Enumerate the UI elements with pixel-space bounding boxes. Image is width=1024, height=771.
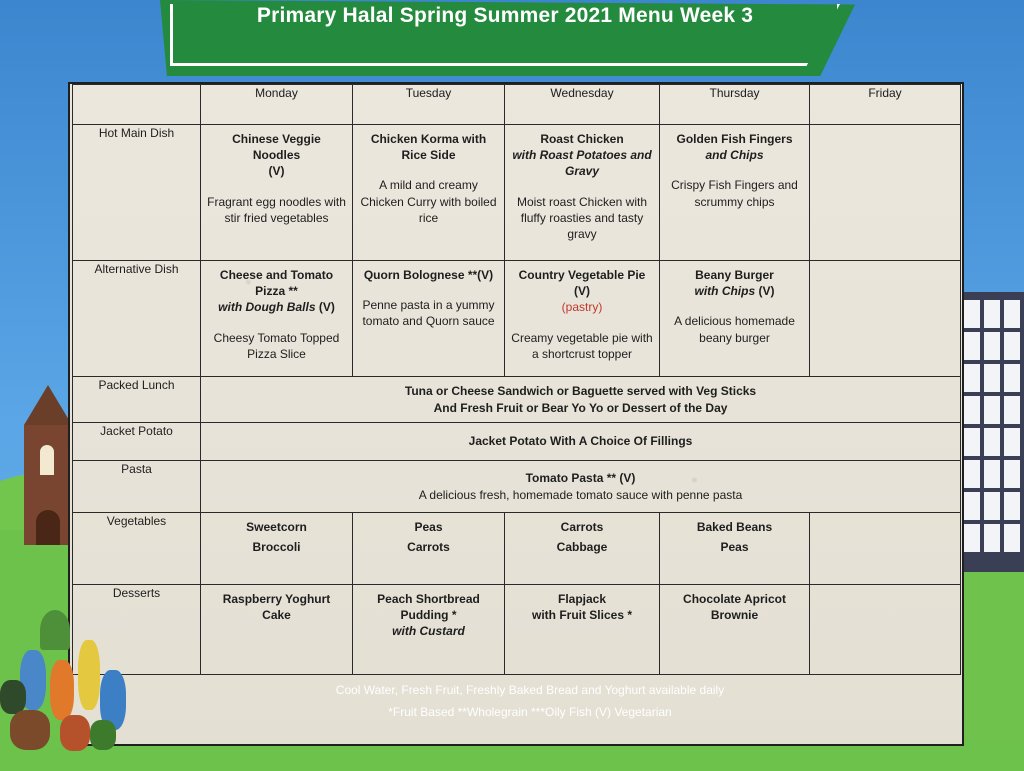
dessert-name: Chocolate Apricot Brownie (683, 592, 786, 623)
day-header-thursday: Thursday (660, 85, 810, 125)
alternative-tuesday (353, 261, 505, 377)
dish-sub: and Chips (705, 148, 764, 163)
jacket-potato-text: Jacket Potato With A Choice Of Fillings (468, 434, 693, 449)
vegetables-friday (810, 513, 961, 585)
desserts-tuesday (353, 585, 505, 675)
dish-description: Cheesy Tomato Topped Pizza Slice (213, 330, 340, 361)
hot-main-monday (201, 125, 353, 261)
alternative-friday (810, 261, 961, 377)
dish-name: Country Vegetable Pie (518, 268, 646, 282)
packed-lunch-cell (201, 377, 961, 423)
vegetable-item: Broccoli (252, 540, 301, 555)
dessert-line2: with Fruit Slices * (531, 608, 633, 623)
menu-footer (200, 680, 860, 723)
church-illustration (24, 385, 72, 545)
dish-name: Quorn Bolognese **(V) (363, 268, 494, 282)
dish-tag: (V) (318, 300, 335, 315)
dish-description: Fragrant egg noodles with stir fried vegetables (207, 194, 346, 225)
dessert-name: Peach Shortbread Pudding * (377, 592, 480, 623)
corner-cell (73, 85, 201, 125)
menu-table (72, 84, 961, 675)
dish-description: A delicious homemade beany burger (674, 314, 795, 345)
dish-name: Golden Fish Fingers (676, 132, 793, 146)
row-label-hot-main: Hot Main Dish (73, 125, 201, 261)
packed-lunch-line1: Tuna or Cheese Sandwich or Baguette served with Veg Sticks (404, 384, 757, 399)
alternative-wednesday (505, 261, 660, 377)
pasta-description: A delicious fresh, homemade tomato sauce with penne pasta (418, 487, 743, 502)
dessert-sub: with Custard (392, 624, 465, 639)
dish-description: Penne pasta in a yummy tomato and Quorn sauce (362, 298, 495, 329)
building-illustration (960, 292, 1024, 572)
dish-name: Beany Burger (695, 268, 774, 282)
dish-description: Moist roast Chicken with fluffy roasties and tasty gravy (516, 194, 648, 241)
desserts-monday (201, 585, 353, 675)
dessert-name: Raspberry Yoghurt Cake (222, 592, 331, 623)
vegetables-monday (201, 513, 353, 585)
day-header-monday: Monday (201, 85, 353, 125)
dish-name: Chicken Korma with Rice Side (370, 132, 487, 163)
row-label-pasta: Pasta (73, 461, 201, 513)
alternative-thursday (660, 261, 810, 377)
day-header-wednesday: Wednesday (505, 85, 660, 125)
row-label-vegetables: Vegetables (73, 513, 201, 585)
dish-name: Chinese Veggie Noodles (232, 132, 321, 163)
vegetable-item: Peas (414, 520, 443, 534)
menu-title: Primary Halal Spring Summer 2021 Menu Week 3 (256, 4, 754, 27)
jacket-potato-cell (201, 423, 961, 461)
row-label-alternative: Alternative Dish (73, 261, 201, 377)
pasta-cell (201, 461, 961, 513)
vegetables-wednesday (505, 513, 660, 585)
desserts-wednesday (505, 585, 660, 675)
vegetables-thursday (660, 513, 810, 585)
dish-sub: with Dough Balls (218, 300, 316, 315)
footer-daily-items: Cool Water, Fresh Fruit, Freshly Baked Bread and Yoghurt available daily (335, 683, 725, 697)
hot-main-thursday (660, 125, 810, 261)
dish-description: Creamy vegetable pie with a shortcrust topper (511, 330, 653, 361)
vegetable-item: Carrots (560, 520, 604, 534)
packed-lunch-line2: And Fresh Fruit or Bear Yo Yo or Dessert of the Day (433, 400, 728, 415)
hot-main-friday (810, 125, 961, 261)
hot-main-wednesday (505, 125, 660, 261)
vegetable-characters-illustration (0, 610, 140, 760)
desserts-thursday (660, 585, 810, 675)
hot-main-tuesday (353, 125, 505, 261)
dessert-name: Flapjack (557, 592, 607, 606)
day-header-friday: Friday (810, 85, 961, 125)
vegetables-tuesday (353, 513, 505, 585)
desserts-friday (810, 585, 961, 675)
dish-tag: (V) (574, 284, 590, 299)
row-label-desserts: Desserts (73, 585, 201, 675)
dish-note: (pastry) (561, 300, 603, 315)
footer-legend: *Fruit Based **Wholegrain ***Oily Fish (V) Vegetarian (388, 704, 672, 719)
day-header-tuesday: Tuesday (353, 85, 505, 125)
vegetable-item: Sweetcorn (246, 520, 307, 534)
vegetable-item: Baked Beans (696, 520, 773, 534)
dish-tag: (V) (758, 284, 775, 299)
vegetable-item: Peas (720, 540, 749, 555)
dish-sub: with Roast Potatoes and Gravy (512, 148, 652, 179)
dish-name: Cheese and Tomato Pizza ** (219, 268, 334, 299)
dish-description: Crispy Fish Fingers and scrummy chips (671, 178, 798, 209)
dish-sub: with Chips (694, 284, 756, 299)
dish-description: A mild and creamy Chicken Curry with boiled rice (360, 178, 497, 225)
vegetable-item: Cabbage (556, 540, 608, 555)
dish-tag: (V) (268, 164, 285, 179)
row-label-jacket-potato: Jacket Potato (73, 423, 201, 461)
row-label-packed-lunch: Packed Lunch (73, 377, 201, 423)
vegetable-item: Carrots (407, 540, 450, 555)
dish-name: Roast Chicken (540, 132, 624, 146)
pasta-name: Tomato Pasta ** (V) (525, 471, 636, 486)
alternative-monday (201, 261, 353, 377)
